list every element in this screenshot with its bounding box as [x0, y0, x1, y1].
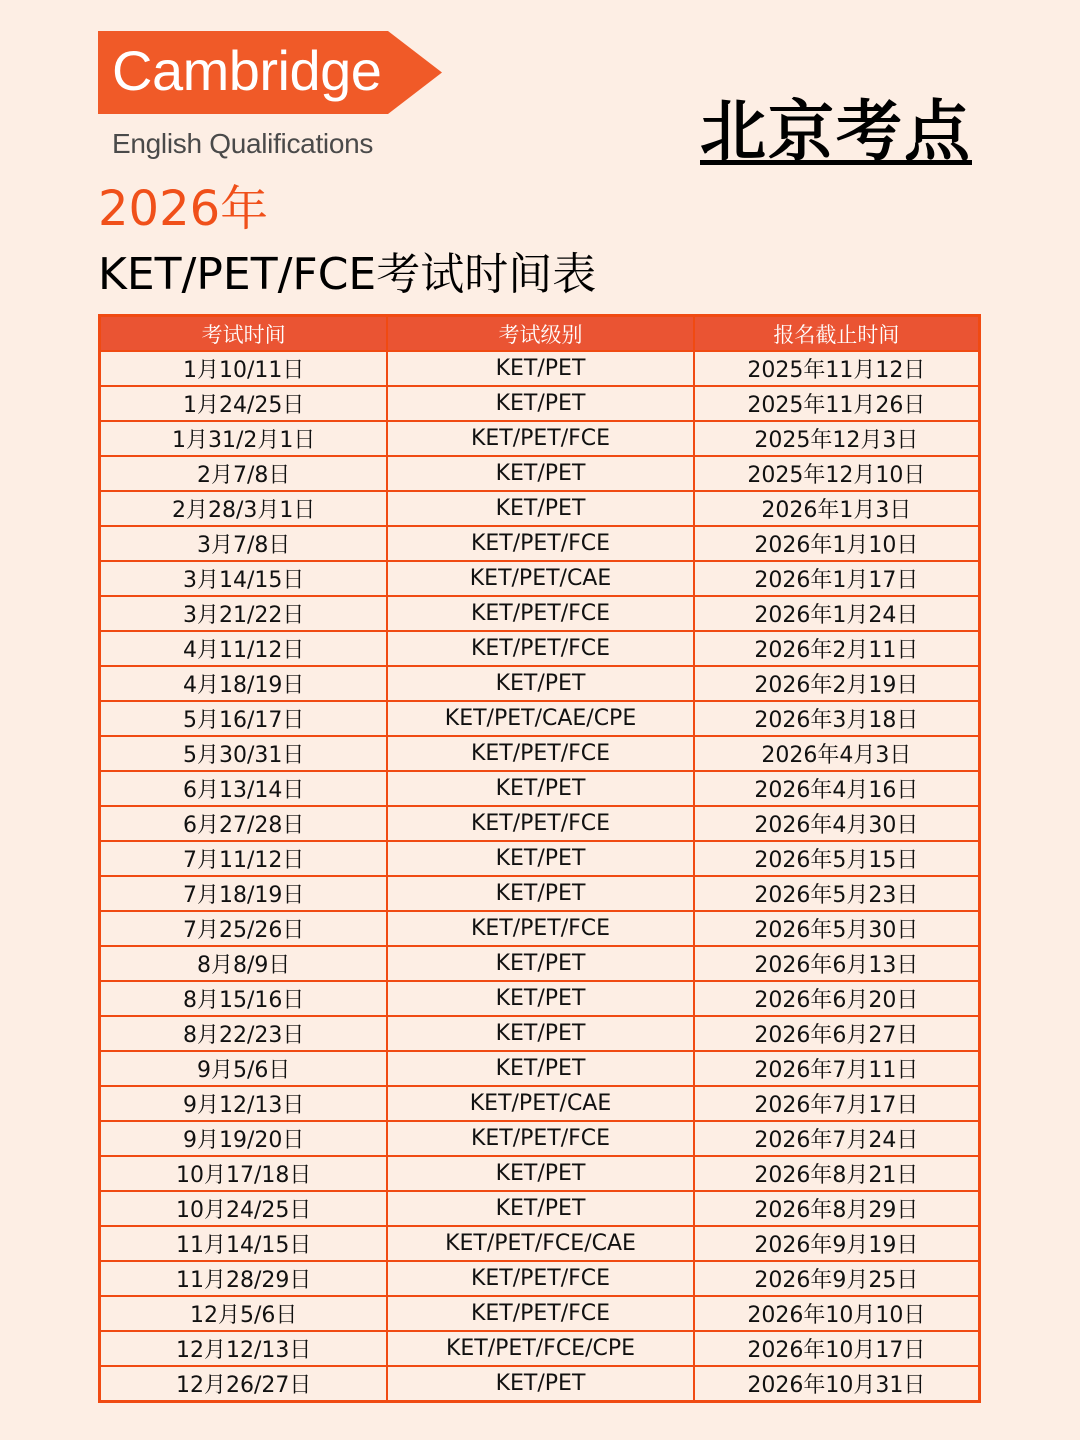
table-row [100, 1086, 980, 1121]
deadline-cell: 2026年5月23日 [694, 876, 980, 911]
deadline-cell: 2026年10月10日 [694, 1296, 980, 1331]
deadline-cell: 2026年9月19日 [694, 1226, 980, 1261]
exam-date-cell: 1月31/2月1日 [100, 421, 388, 456]
table-row [100, 1226, 980, 1261]
table-row [100, 631, 980, 666]
deadline-cell: 2026年5月15日 [694, 841, 980, 876]
deadline-cell: 2025年11月12日 [694, 351, 980, 386]
table-row [100, 701, 980, 736]
exam-date-cell: 1月10/11日 [100, 351, 388, 386]
exam-date-cell: 7月11/12日 [100, 841, 388, 876]
city-title: 北京考点 [700, 93, 972, 170]
table-row [100, 1296, 980, 1331]
exam-date-cell: 2月7/8日 [100, 456, 388, 491]
deadline-cell: 2026年6月27日 [694, 1016, 980, 1051]
exam-date-cell: 9月5/6日 [100, 1051, 388, 1086]
deadline-cell: 2026年8月21日 [694, 1156, 980, 1191]
table-row [100, 771, 980, 806]
exam-date-cell: 10月24/25日 [100, 1191, 388, 1226]
exam-date-cell: 6月13/14日 [100, 771, 388, 806]
deadline-cell: 2026年1月17日 [694, 561, 980, 596]
table-header-row [100, 316, 980, 352]
exam-level-cell: KET/PET [387, 771, 693, 806]
exam-level-cell: KET/PET [387, 1051, 693, 1086]
deadline-cell: 2026年7月11日 [694, 1051, 980, 1086]
table-row [100, 596, 980, 631]
exam-level-cell: KET/PET/CAE [387, 561, 693, 596]
deadline-cell: 2026年7月17日 [694, 1086, 980, 1121]
exam-level-cell: KET/PET [387, 386, 693, 421]
exam-date-cell: 12月12/13日 [100, 1331, 388, 1366]
deadline-cell: 2026年6月20日 [694, 981, 980, 1016]
deadline-cell: 2025年12月10日 [694, 456, 980, 491]
exam-date-cell: 3月7/8日 [100, 526, 388, 561]
table-row [100, 421, 980, 456]
exam-level-cell: KET/PET/FCE [387, 631, 693, 666]
deadline-cell: 2026年2月11日 [694, 631, 980, 666]
exam-level-cell: KET/PET/FCE [387, 911, 693, 946]
deadline-cell: 2025年11月26日 [694, 386, 980, 421]
table-row [100, 1121, 980, 1156]
exam-level-cell: KET/PET/FCE [387, 421, 693, 456]
exam-level-cell: KET/PET [387, 841, 693, 876]
deadline-cell: 2026年1月10日 [694, 526, 980, 561]
exam-date-cell: 11月28/29日 [100, 1261, 388, 1296]
exam-level-cell: KET/PET/FCE [387, 596, 693, 631]
exam-level-cell: KET/PET/FCE/CPE [387, 1331, 693, 1366]
table-row [100, 386, 980, 421]
year-label: 2026年 [98, 181, 269, 237]
table-row [100, 1366, 980, 1402]
exam-level-cell: KET/PET/FCE [387, 1121, 693, 1156]
exam-date-cell: 7月18/19日 [100, 876, 388, 911]
exam-level-cell: KET/PET [387, 491, 693, 526]
deadline-cell: 2026年10月31日 [694, 1366, 980, 1402]
exam-level-cell: KET/PET [387, 1016, 693, 1051]
exam-date-cell: 12月5/6日 [100, 1296, 388, 1331]
deadline-cell: 2026年8月29日 [694, 1191, 980, 1226]
exam-date-cell: 4月11/12日 [100, 631, 388, 666]
table-row [100, 1331, 980, 1366]
table-row [100, 1191, 980, 1226]
table-row [100, 876, 980, 911]
exam-date-cell: 4月18/19日 [100, 666, 388, 701]
table-row [100, 1051, 980, 1086]
exam-schedule-table [98, 314, 981, 1403]
deadline-cell: 2026年1月3日 [694, 491, 980, 526]
exam-level-cell: KET/PET/FCE/CAE [387, 1226, 693, 1261]
table-row [100, 561, 980, 596]
exam-level-cell: KET/PET [387, 456, 693, 491]
exam-level-cell: KET/PET/FCE [387, 1261, 693, 1296]
deadline-cell: 2026年4月16日 [694, 771, 980, 806]
exam-level-cell: KET/PET/FCE [387, 806, 693, 841]
exam-level-cell: KET/PET [387, 351, 693, 386]
table-row [100, 526, 980, 561]
exam-level-cell: KET/PET/FCE [387, 526, 693, 561]
table-row [100, 911, 980, 946]
table-row [100, 491, 980, 526]
exam-date-cell: 12月26/27日 [100, 1366, 388, 1402]
table-row [100, 841, 980, 876]
exam-date-cell: 9月12/13日 [100, 1086, 388, 1121]
deadline-cell: 2025年12月3日 [694, 421, 980, 456]
column-header-registration-deadline: 报名截止时间 [694, 316, 980, 352]
table-row [100, 1156, 980, 1191]
deadline-cell: 2026年9月25日 [694, 1261, 980, 1296]
deadline-cell: 2026年1月24日 [694, 596, 980, 631]
deadline-cell: 2026年5月30日 [694, 911, 980, 946]
exam-date-cell: 7月25/26日 [100, 911, 388, 946]
exam-date-cell: 9月19/20日 [100, 1121, 388, 1156]
exam-date-cell: 1月24/25日 [100, 386, 388, 421]
exam-level-cell: KET/PET/FCE [387, 1296, 693, 1331]
table-row [100, 806, 980, 841]
table-row [100, 736, 980, 771]
column-header-exam-level: 考试级别 [387, 316, 693, 352]
deadline-cell: 2026年10月17日 [694, 1331, 980, 1366]
logo-text: Cambridge [112, 39, 382, 102]
exam-date-cell: 11月14/15日 [100, 1226, 388, 1261]
table-row [100, 981, 980, 1016]
deadline-cell: 2026年2月19日 [694, 666, 980, 701]
exam-level-cell: KET/PET [387, 876, 693, 911]
table-row [100, 666, 980, 701]
exam-level-cell: KET/PET/CAE/CPE [387, 701, 693, 736]
exam-date-cell: 6月27/28日 [100, 806, 388, 841]
exam-date-cell: 8月8/9日 [100, 946, 388, 981]
exam-level-cell: KET/PET [387, 981, 693, 1016]
exam-date-cell: 5月30/31日 [100, 736, 388, 771]
exam-date-cell: 8月22/23日 [100, 1016, 388, 1051]
table-row [100, 1261, 980, 1296]
table-body [100, 351, 980, 1402]
exam-date-cell: 3月21/22日 [100, 596, 388, 631]
cambridge-logo [98, 31, 442, 114]
exam-level-cell: KET/PET [387, 1191, 693, 1226]
table-row [100, 946, 980, 981]
exam-level-cell: KET/PET [387, 1156, 693, 1191]
deadline-cell: 2026年6月13日 [694, 946, 980, 981]
table-row [100, 351, 980, 386]
exam-level-cell: KET/PET/CAE [387, 1086, 693, 1121]
exam-level-cell: KET/PET/FCE [387, 736, 693, 771]
deadline-cell: 2026年4月3日 [694, 736, 980, 771]
table-row [100, 1016, 980, 1051]
exam-level-cell: KET/PET [387, 666, 693, 701]
exam-date-cell: 5月16/17日 [100, 701, 388, 736]
exam-level-cell: KET/PET [387, 1366, 693, 1402]
exam-date-cell: 3月14/15日 [100, 561, 388, 596]
table-row [100, 456, 980, 491]
column-header-exam-date: 考试时间 [100, 316, 388, 352]
page-title: KET/PET/FCE考试时间表 [98, 249, 597, 300]
deadline-cell: 2026年7月24日 [694, 1121, 980, 1156]
exam-date-cell: 8月15/16日 [100, 981, 388, 1016]
exam-level-cell: KET/PET [387, 946, 693, 981]
exam-date-cell: 2月28/3月1日 [100, 491, 388, 526]
deadline-cell: 2026年4月30日 [694, 806, 980, 841]
logo-subtitle: English Qualifications [112, 128, 374, 159]
exam-date-cell: 10月17/18日 [100, 1156, 388, 1191]
deadline-cell: 2026年3月18日 [694, 701, 980, 736]
